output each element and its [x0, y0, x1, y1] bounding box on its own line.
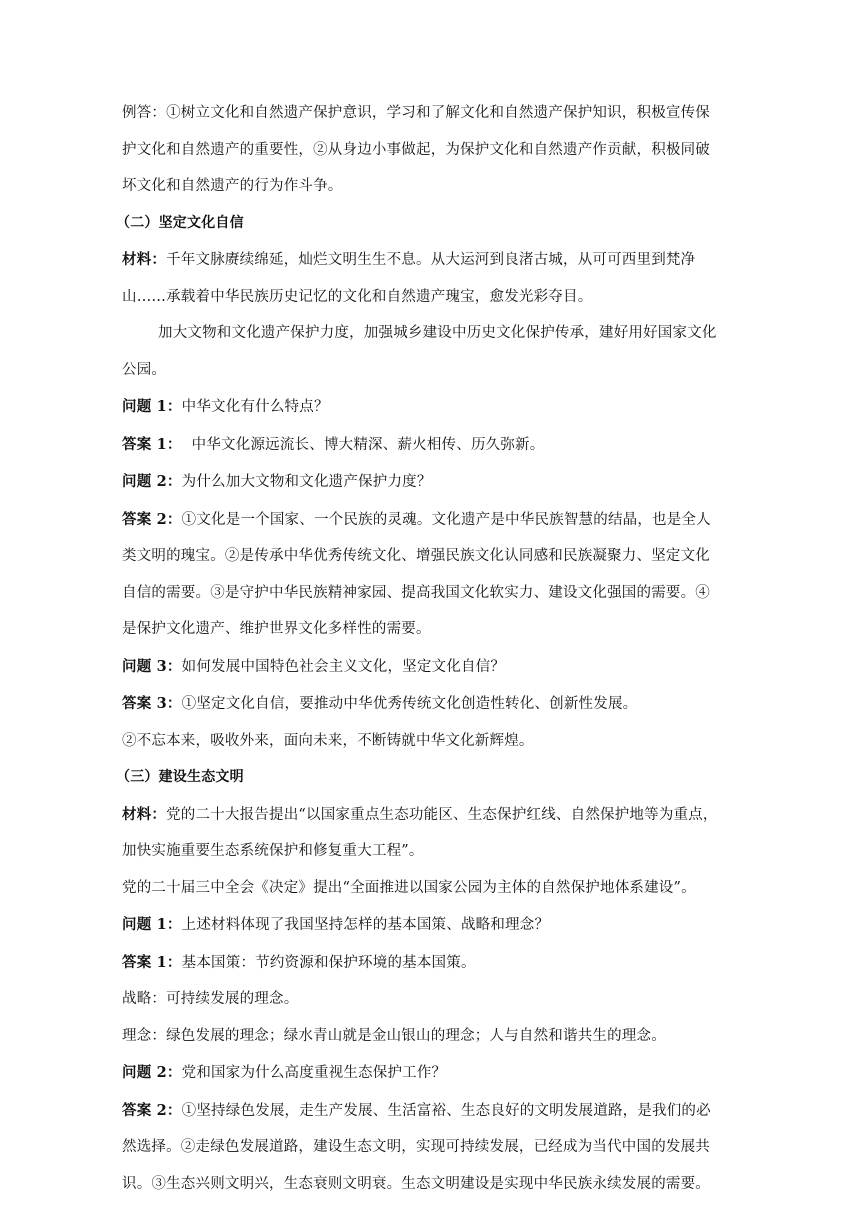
question-label: 问题 2：: [122, 1064, 182, 1081]
text-span: ①文化是一个国家、一个民族的灵魂。文化遗产是中华民族智慧的结晶，也是全人: [181, 511, 711, 528]
text-line: 战略：可持续发展的理念。: [122, 991, 299, 1007]
text-line: 公园。: [122, 361, 167, 378]
section-heading-ecological-civilization: （三）建设生态文明: [116, 769, 244, 785]
answer-label: 答案 3：: [122, 695, 182, 712]
text-line: 然选择。②走绿色发展道路，建设生态文明，实现可持续发展，已经成为当代中国的发展共: [122, 1139, 710, 1155]
answer-label: 答案 2：: [122, 1101, 182, 1119]
answer-text: 基本国策：节约资源和保护环境的基本国策。: [181, 954, 476, 971]
text-span: 党的二十大报告提出“以国家重点生态功能区、生态保护红线、自然保护地等为重点，: [166, 806, 718, 823]
answer-label: 答案 2：: [122, 510, 182, 528]
example-answer-paragraph: [122, 103, 740, 197]
text-line: [122, 1100, 740, 1122]
question-label: 问题 1：: [122, 916, 182, 933]
text-line: 例答：①树立文化和自然遗产保护意识，学习和了解文化和自然遗产保护知识，积极宣传保: [122, 105, 710, 121]
question-3: [122, 656, 740, 678]
text-line: 理念：绿色发展的理念；绿水青山就是金山银山的理念；人与自然和谐共生的理念。: [122, 1027, 666, 1044]
text-line: 自信的需要。③是守护中华民族精神家园、提高我国文化软实力、建设文化强国的需要。④: [122, 584, 710, 601]
question-label: 问题 3：: [122, 657, 182, 675]
answer-label: 答案 1：: [122, 953, 182, 971]
question-1: [122, 396, 740, 418]
question-2b: [122, 1062, 740, 1084]
question-text: 中华文化有什么特点？: [181, 399, 329, 415]
text-line: [122, 509, 740, 531]
question-text: 如何发展中国特色社会主义文化，坚定文化自信？: [181, 658, 506, 675]
text-line: 加快实施重要生态系统保护和修复重大工程”。: [122, 843, 424, 859]
question-2: [122, 471, 740, 493]
answer-3: [122, 693, 740, 715]
text-line: 识。③生态兴则文明兴，生态衰则文明衰。生态文明建设是实现中华民族永续发展的需要。: [122, 1175, 710, 1192]
text-line: ②不忘本来，吸收外来，面向未来，不断铸就中华文化新辉煌。: [122, 732, 534, 749]
answer-1: [122, 434, 740, 456]
question-label: 问题 2：: [122, 473, 182, 490]
text-line: [122, 249, 740, 271]
question-1b: [122, 914, 740, 936]
text-line: 山……承载着中华民族历史记忆的文化和自然遗产瑰宝，愈发光彩夺目。: [122, 288, 593, 305]
question-text: 上述材料体现了我国坚持怎样的基本国策、战略和理念？: [181, 917, 550, 933]
text-line: 坏文化和自然遗产的行为作斗争。: [122, 178, 343, 194]
document-page: [116, 103, 740, 1210]
answer-label: 答案 1：: [122, 435, 182, 453]
answer-1b: [122, 952, 740, 974]
text-span: 千年文脉赓续绵延，灿烂文明生生不息。从大运河到良渚古城，从可可西里到梵净: [166, 252, 696, 268]
answer-2: [122, 509, 740, 641]
material-paragraph-1: [122, 249, 740, 308]
material-label: 材料：: [122, 805, 167, 823]
question-label: 问题 1：: [122, 398, 182, 415]
text-line: 类文明的瑰宝。②是传承中华优秀传统文化、增强民族文化认同感和民族凝聚力、坚定文化: [122, 548, 710, 564]
text-span: ①坚持绿色发展，走生产发展、生活富裕、生态良好的文明发展道路，是我们的必: [181, 1102, 711, 1119]
text-line: 党的二十届三中全会《决定》提出“全面推进以国家公园为主体的自然保护地体系建设”。: [122, 879, 696, 896]
material-paragraph-3: [122, 804, 740, 863]
question-text: 为什么加大文物和文化遗产保护力度？: [181, 474, 432, 490]
question-text: 党和国家为什么高度重视生态保护工作？: [181, 1065, 447, 1081]
section-heading-cultural-confidence: （二）坚定文化自信: [116, 214, 244, 231]
text-line: 护文化和自然遗产的重要性，②从身边小事做起，为保护文化和自然遗产作贡献，积极同破: [122, 141, 710, 158]
text-line: 是保护文化遗产、维护世界文化多样性的需要。: [122, 621, 431, 637]
answer-2b: [122, 1100, 740, 1195]
text-line: [122, 804, 740, 826]
material-paragraph-2: [122, 323, 740, 381]
material-label: 材料：: [122, 251, 167, 268]
answer-text: ①坚定文化自信，要推动中华优秀传统文化创造性转化、创新性发展。: [181, 696, 638, 712]
answer-text: 中华文化源远流长、博大精深、薪火相传、历久弥新。: [191, 436, 545, 453]
text-line: 加大文物和文化遗产保护力度，加强城乡建设中历史文化保护传承，建好用好国家文化: [158, 325, 717, 341]
